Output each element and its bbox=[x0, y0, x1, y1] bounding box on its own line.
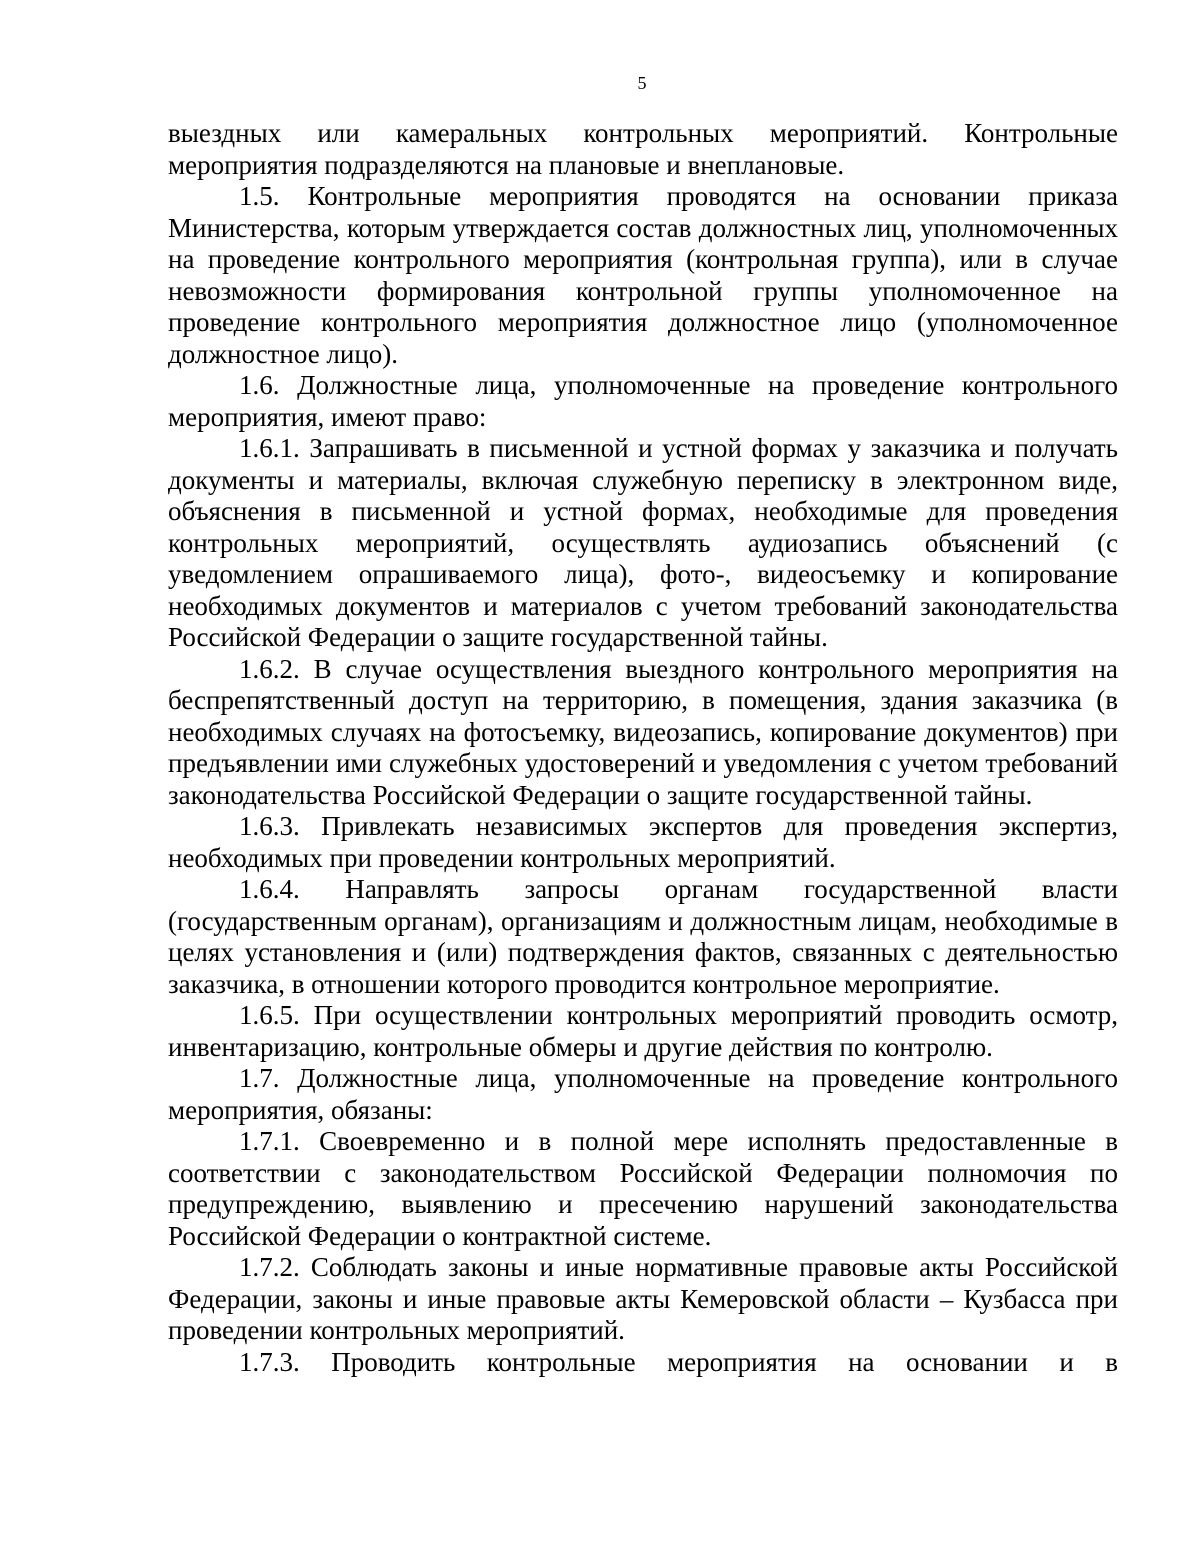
paragraph-1-6: 1.6. Должностные лица, уполномоченные на проведение контрольного мероприятия, имеют право: bbox=[168, 370, 1118, 432]
paragraph-1-5: 1.5. Контрольные мероприятия проводятся на основании приказа Министерства, которым утверждается состав должностных лиц, уполномоченных на проведение контрольного мероприятия (контрольная группа), или в случае невозможности формирования контрольной группы уполномоченное на проведение контрольного мероприятия должностное лицо (уполномоченное должностное лицо). bbox=[168, 181, 1118, 369]
paragraph-1-7: 1.7. Должностные лица, уполномоченные на проведение контрольного мероприятия, обязаны: bbox=[168, 1063, 1118, 1125]
paragraph-continuation: выездных или камеральных контрольных мероприятий. Контрольные мероприятия подразделяются на плановые и внеплановые. bbox=[168, 118, 1118, 180]
paragraph-1-6-5: 1.6.5. При осуществлении контрольных мероприятий проводить осмотр, инвентаризацию, контрольные обмеры и другие действия по контролю. bbox=[168, 1000, 1118, 1062]
document-body bbox=[168, 118, 1118, 1378]
page-number: 5 bbox=[637, 73, 647, 93]
paragraph-1-6-4: 1.6.4. Направлять запросы органам государственной власти (государственным органам), организациям и должностным лицам, необходимые в целях установления и (или) подтверждения фактов, связанных с деятельностью заказчика, в отношении которого проводится контрольное мероприятие. bbox=[168, 874, 1118, 999]
paragraph-1-7-2: 1.7.2. Соблюдать законы и иные нормативные правовые акты Российской Федерации, законы и иные правовые акты Кемеровской области – Кузбасса при проведении контрольных мероприятий. bbox=[168, 1252, 1118, 1345]
paragraph-1-6-3: 1.6.3. Привлекать независимых экспертов для проведения экспертиз, необходимых при проведении контрольных мероприятий. bbox=[168, 811, 1118, 873]
paragraph-1-6-1: 1.6.1. Запрашивать в письменной и устной формах у заказчика и получать документы и материалы, включая служебную переписку в электронном виде, объяснения в письменной и устной формах, необходимые для проведения контрольных мероприятий, осуществлять аудиозапись объяснений (с уведомлением опрашиваемого лица), фото-, видеосъемку и копирование необходимых документов и материалов с учетом требований законодательства Российской Федерации о защите государственной тайны. bbox=[168, 433, 1118, 652]
paragraph-1-7-3: 1.7.3. Проводить контрольные мероприятия на основании и в bbox=[239, 1346, 1118, 1377]
paragraph-1-6-2: 1.6.2. В случае осуществления выездного контрольного мероприятия на беспрепятственный доступ на территорию, в помещения, здания заказчика (в необходимых случаях на фотосъемку, видеозапись, копирование документов) при предъявлении ими служебных удостоверений и уведомления с учетом требований законодательства Российской Федерации о защите государственной тайны. bbox=[168, 653, 1118, 810]
paragraph-1-7-1: 1.7.1. Своевременно и в полной мере исполнять предоставленные в соответствии с законодательством Российской Федерации полномочия по предупреждению, выявлению и пресечению нарушений законодательства Российской Федерации о контрактной системе. bbox=[168, 1126, 1118, 1251]
